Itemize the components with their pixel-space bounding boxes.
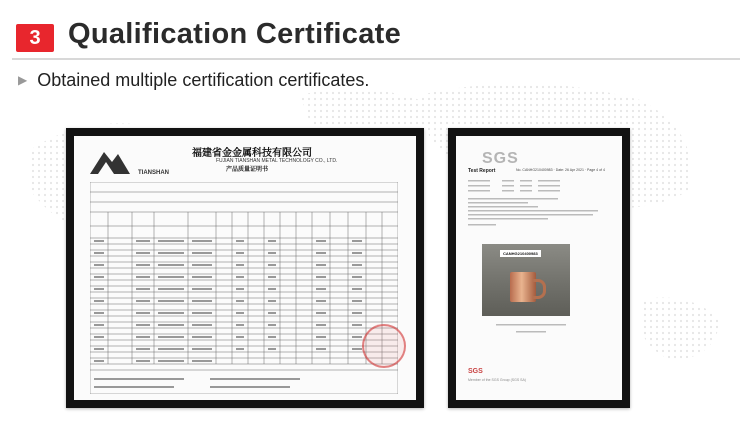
sample-id-label: CANHG210400983 bbox=[500, 250, 541, 257]
certificate-seal-stamp bbox=[362, 324, 406, 368]
section-number-badge: 3 bbox=[16, 24, 54, 52]
section-title: Qualification Certificate bbox=[68, 18, 402, 50]
sample-photo bbox=[482, 244, 570, 316]
certificate-doc-title: 产品质量证明书 bbox=[226, 167, 269, 173]
sgs-test-report-document bbox=[456, 136, 622, 400]
triangle-bullet-icon: ▶ bbox=[18, 73, 28, 87]
quality-certificate-frame[interactable] bbox=[66, 128, 424, 408]
section-subtitle-text: Obtained multiple certification certificates. bbox=[37, 70, 370, 90]
copper-mug-image bbox=[510, 272, 536, 302]
sgs-logo: SGS bbox=[482, 150, 519, 167]
quality-certificate-document bbox=[74, 136, 416, 400]
certificate-english-name: FUJIAN TIANSHAN METAL TECHNOLOGY CO., LTD. bbox=[216, 158, 338, 164]
certificate-data-table bbox=[90, 182, 398, 394]
report-label: Test Report bbox=[468, 168, 496, 174]
certificate-company-name: 福建省金金属科技有限公司 bbox=[192, 148, 312, 159]
report-text-lines bbox=[468, 180, 608, 240]
report-end-lines bbox=[496, 322, 576, 336]
sgs-footer-logo: SGS bbox=[468, 368, 483, 375]
report-meta: No. CANHG210400983 · Date: 26 Apr 2021 · Page 4 of 4 bbox=[516, 168, 605, 172]
sgs-footer-text: Member of the SGS Group (SGS SA) bbox=[468, 378, 526, 382]
divider bbox=[12, 58, 740, 60]
sgs-test-report-frame[interactable] bbox=[448, 128, 630, 408]
section-subtitle bbox=[18, 70, 369, 91]
company-logo-text: TIANSHAN bbox=[138, 170, 169, 176]
company-logo-icon bbox=[88, 146, 132, 176]
